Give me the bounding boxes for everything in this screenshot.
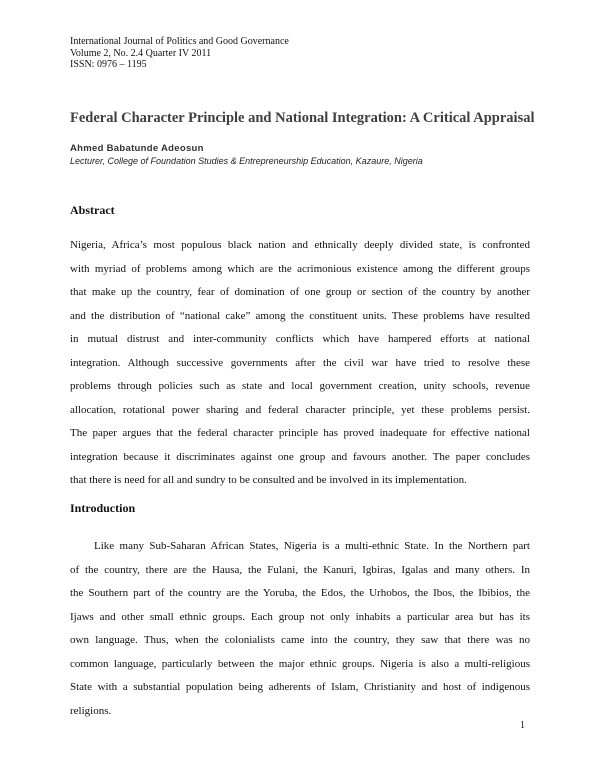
abstract-line: allocation, rotational power sharing and federal character principle, yet these problems persist. (70, 403, 530, 416)
abstract-line: The paper argues that the federal character principle has proved inadequate for effective national (70, 427, 530, 439)
journal-header (70, 36, 289, 71)
introduction-line: own language. Thus, when the colonialists came into the country, they saw that there was no (70, 634, 530, 646)
introduction-line: common language, particularly between the major ethnic groups. Nigeria is also a multi-religious (70, 657, 530, 670)
abstract-line: integration. Although successive governments after the civil war have tried to resolve these (70, 356, 530, 369)
abstract-heading: Abstract (70, 203, 115, 217)
abstract-line: problems through policies such as state and local government creation, unity schools, revenue (70, 380, 530, 392)
introduction-line: religions. (70, 704, 112, 717)
journal-name: International Journal of Politics and Good Governance (70, 36, 289, 47)
journal-issn: ISSN: 0976 – 1195 (70, 59, 147, 70)
author-affiliation: Lecturer, College of Foundation Studies & Entrepreneurship Education, Kazaure, Nigeria (70, 156, 423, 166)
page-number: 1 (520, 720, 525, 731)
abstract-line: in mutual distrust and inter-community conflicts which have hampered efforts at national (70, 333, 530, 345)
abstract-line: Nigeria, Africa’s most populous black nation and ethnically deeply divided state, is confronted (70, 239, 530, 251)
abstract-line: and the distribution of “national cake” among the constituent units. These problems have resulted (70, 309, 530, 322)
abstract-line: that make up the country, fear of domination of one group or section of the country by another (70, 286, 530, 298)
journal-volume: Volume 2, No. 2.4 Quarter IV 2011 (70, 47, 212, 59)
introduction-line: Like many Sub-Saharan African States, Nigeria is a multi-ethnic State. In the Northern part (94, 540, 530, 552)
introduction-heading: Introduction (70, 501, 136, 515)
introduction-line: the Southern part of the country are the Yoruba, the Edos, the Urhobos, the Ibos, the Ibibios, the (70, 587, 530, 599)
author-name: Ahmed Babatunde Adeosun (70, 143, 204, 154)
introduction-body (70, 535, 530, 723)
paper-title: Federal Character Principle and National Integration: A Critical Appraisal (70, 110, 535, 126)
abstract-body (70, 234, 530, 493)
abstract-line: that there is need for all and sundry to be consulted and be involved in its implementation. (70, 474, 467, 486)
introduction-line: Ijaws and other small ethnic groups. Each group not only inhabits a particular area but has its (70, 610, 530, 623)
introduction-line: of the country, there are the Hausa, the Fulani, the Kanuri, Igbiras, Igalas and many others. In (70, 563, 530, 576)
abstract-line: integration because it discriminates against one group and favours another. The paper concludes (70, 450, 530, 463)
introduction-line: State with a substantial population being adherents of Islam, Christianity and host of indigenous (70, 681, 530, 693)
abstract-line: with myriad of problems among which are the acrimonious existence among the different groups (70, 262, 530, 275)
